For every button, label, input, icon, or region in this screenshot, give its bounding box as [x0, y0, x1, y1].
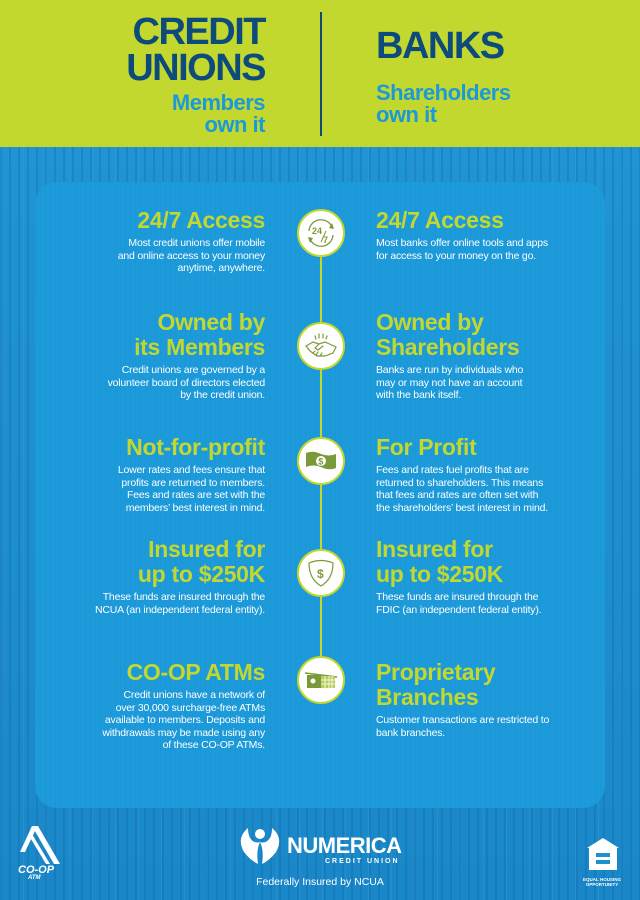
desc-line: by the credit union.	[180, 389, 265, 401]
point-title: Insured for	[148, 536, 265, 562]
desc-line: with the bank itself.	[376, 389, 462, 401]
atm-building-icon	[297, 656, 345, 704]
desc-line: available to members. Deposits and	[104, 714, 265, 726]
svg-text:$: $	[318, 456, 324, 467]
point-description	[5, 464, 265, 514]
dollar-bill-icon	[297, 437, 345, 485]
credit-union-point	[5, 208, 265, 275]
desc-line: and online access to your money	[117, 249, 265, 262]
equal-housing-icon	[585, 836, 621, 878]
desc-line: that fees and rates are often set with	[376, 489, 539, 501]
point-description	[376, 714, 616, 739]
desc-line: anytime, anywhere.	[177, 262, 265, 274]
desc-line: returned to shareholders. This means	[376, 476, 544, 489]
desc-line: of these CO-OP ATMs.	[162, 739, 265, 751]
desc-line: Lower rates and fees ensure that	[117, 464, 265, 476]
svg-text:24: 24	[312, 226, 323, 236]
banks-heading	[376, 25, 511, 127]
eho-line2: OPPORTUNITY	[585, 882, 619, 887]
desc-line: NCUA (an independent federal entity).	[94, 603, 265, 616]
point-description	[5, 237, 265, 275]
banks-subtitle-line2: own it	[376, 102, 437, 127]
desc-line: Banks are run by individuals who	[376, 364, 524, 376]
credit-unions-subtitle	[126, 92, 265, 136]
desc-line: Credit unions are governed by a	[121, 364, 265, 376]
banks-subtitle-line1: Shareholders	[376, 80, 511, 105]
point-title: Proprietary	[376, 659, 496, 685]
credit-union-point	[5, 435, 265, 514]
desc-line: Fees and rates are set with the	[127, 489, 265, 501]
point-description	[5, 364, 265, 402]
co-op-label: CO-OP	[18, 864, 55, 876]
desc-line: over 30,000 surcharge-free ATMs	[115, 701, 265, 714]
point-title: 24/7 Access	[137, 207, 265, 233]
desc-line: withdrawals may be made using any	[102, 726, 265, 739]
desc-line: profits are returned to members.	[121, 476, 265, 489]
numerica-brand-name: NUMERICA	[287, 833, 402, 858]
point-title-line2: its Members	[134, 334, 265, 360]
point-title: Owned by	[157, 309, 265, 335]
point-title: CO-OP ATMs	[126, 659, 265, 685]
header-divider	[320, 12, 322, 136]
point-description	[5, 591, 265, 616]
24-7-cycle-icon	[297, 209, 345, 257]
desc-line: members’ best interest in mind.	[125, 501, 265, 514]
bank-point	[376, 537, 616, 616]
point-title: For Profit	[376, 434, 477, 460]
eho-line1: EQUAL HOUSING	[583, 877, 621, 882]
banks-title: BANKS	[376, 25, 504, 67]
desc-line: Customer transactions are restricted to	[376, 714, 550, 726]
header-banner	[0, 0, 640, 147]
point-title-line2: Branches	[376, 684, 479, 710]
banks-subtitle	[376, 82, 511, 126]
point-description	[376, 591, 616, 616]
desc-line: for access to your money on the go.	[376, 249, 536, 262]
bank-point	[376, 435, 616, 514]
credit-union-point	[5, 310, 265, 402]
desc-line: These funds are insured through the	[376, 591, 539, 603]
point-title: Owned by	[376, 309, 484, 335]
desc-line: may or may not have an account	[376, 376, 523, 389]
point-description	[376, 237, 616, 262]
desc-line: FDIC (an independent federal entity).	[376, 603, 542, 616]
credit-unions-heading	[126, 11, 265, 137]
svg-text:$: $	[317, 567, 324, 581]
desc-line: Most banks offer online tools and apps	[376, 237, 548, 249]
desc-line: These funds are insured through the	[102, 591, 265, 603]
desc-line: Credit unions have a network of	[123, 689, 265, 701]
credit-union-point	[5, 660, 265, 752]
svg-text:7: 7	[323, 235, 329, 245]
point-title-line2: up to $250K	[376, 561, 504, 587]
credit-unions-subtitle-line1: Members	[171, 90, 265, 115]
point-title-line2: up to $250K	[137, 561, 265, 587]
bank-point	[376, 660, 616, 739]
handshake-icon	[297, 322, 345, 370]
desc-line: the shareholders’ best interest in mind.	[376, 501, 548, 514]
federally-insured-text: Federally Insured by NCUA	[256, 876, 384, 888]
desc-line: Fees and rates fuel profits that are	[376, 464, 529, 476]
desc-line: volunteer board of directors elected	[107, 376, 265, 389]
atm-label: ATM	[28, 875, 41, 881]
point-title: Insured for	[376, 536, 493, 562]
credit-union-label: CREDIT UNION	[325, 858, 400, 865]
credit-unions-title-line2: UNIONS	[126, 47, 265, 89]
desc-line: bank branches.	[376, 726, 445, 739]
point-title: Not-for-profit	[126, 434, 265, 460]
point-title: 24/7 Access	[376, 207, 504, 233]
equal-housing-label	[572, 877, 632, 887]
point-description	[376, 364, 616, 402]
credit-unions-subtitle-line2: own it	[204, 112, 265, 137]
credit-union-point	[5, 537, 265, 616]
bank-point	[376, 310, 616, 402]
point-description	[376, 464, 616, 514]
numerica-logo-mark	[234, 826, 286, 870]
bank-point	[376, 208, 616, 262]
shield-dollar-icon	[297, 549, 345, 597]
point-description	[5, 689, 265, 752]
credit-unions-title-line1: CREDIT	[132, 11, 265, 53]
point-title-line2: Shareholders	[376, 334, 520, 360]
desc-line: Most credit unions offer mobile	[128, 237, 265, 249]
